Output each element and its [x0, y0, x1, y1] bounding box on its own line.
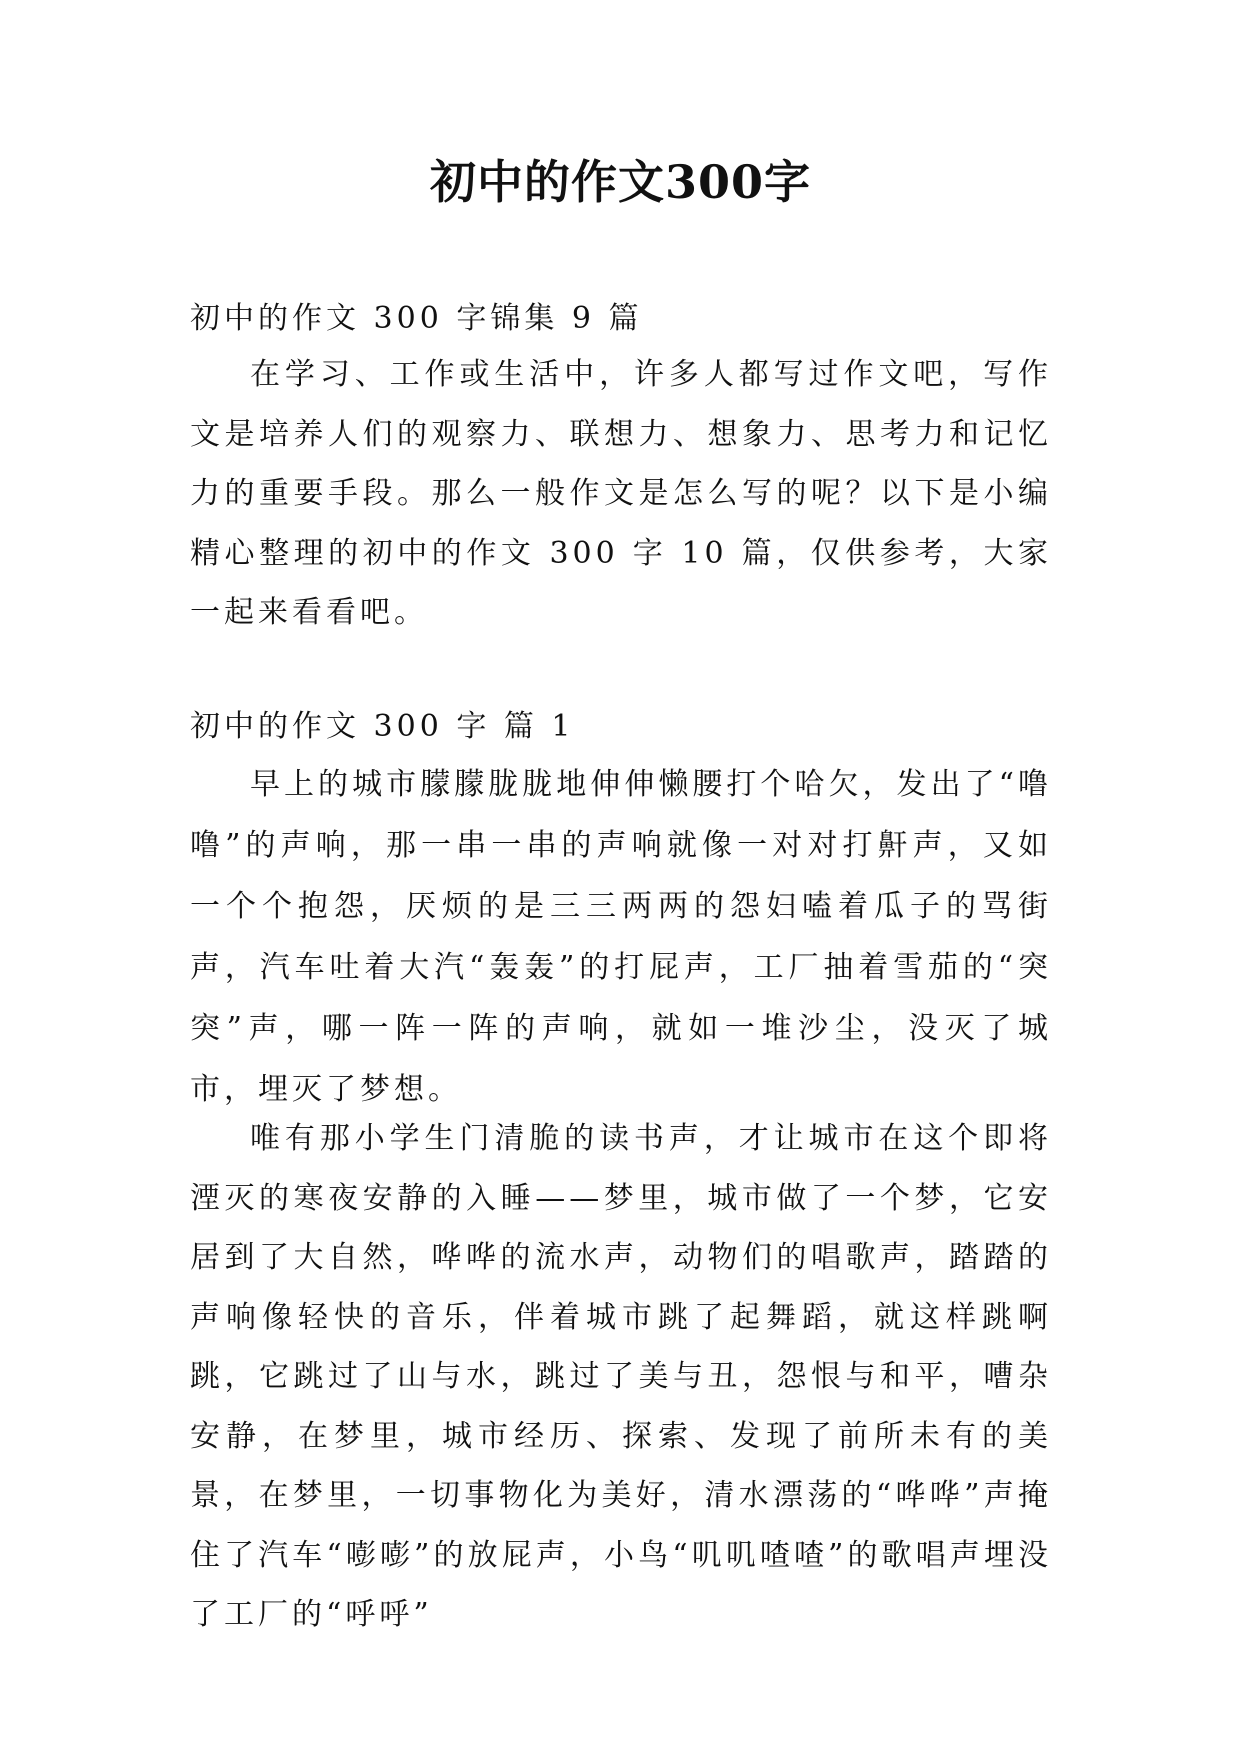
body-paragraph: 早上的城市朦朦胧胧地伸伸懒腰打个哈欠，发出了“噜噜”的声响，那一串一串的声响就像一对对打鼾声，又如一个个抱怨，厌烦的是三三两两的怨妇嗑着瓜子的骂街声，汽车吐着大汽“轰轰”的打屁声，工厂抽着雪茄的“突突”声，哪一阵一阵的声响，就如一堆沙尘，没灭了城市，埋灭了梦想。: [190, 767, 1052, 1107]
document-title: 初中的作文300字: [429, 155, 812, 209]
body-paragraph: 唯有那小学生门清脆的读书声，才让城市在这个即将湮灭的寒夜安静的入睡——梦里，城市做了一个梦，它安居到了大自然，哗哗的流水声，动物们的唱歌声，踏踏的声响像轻快的音乐，伴着城市跳了起舞蹈，就这样跳啊跳，它跳过了山与水，跳过了美与丑，怨恨与和平，嘈杂安静，在梦里，城市经历、探索、发现了前所未有的美景，在梦里，一切事物化为美好，清水漂荡的“哗哗”声掩住了汽车“嘭嘭”的放屁声，小鸟“叽叽喳喳”的歌唱声埋没了工厂的“呼呼”: [190, 1121, 1052, 1632]
intro-paragraph: 在学习、工作或生活中，许多人都写过作文吧，写作文是培养人们的观察力、联想力、想象力、思考力和记忆力的重要手段。那么一般作文是怎么写的呢？以下是小编精心整理的初中的作文 300 字 10 篇，仅供参考，大家一起来看看吧。: [190, 357, 1052, 630]
document-subtitle: 初中的作文 300 字锦集 9 篇: [190, 301, 643, 336]
section-heading: 初中的作文 300 字 篇 1: [190, 709, 575, 744]
